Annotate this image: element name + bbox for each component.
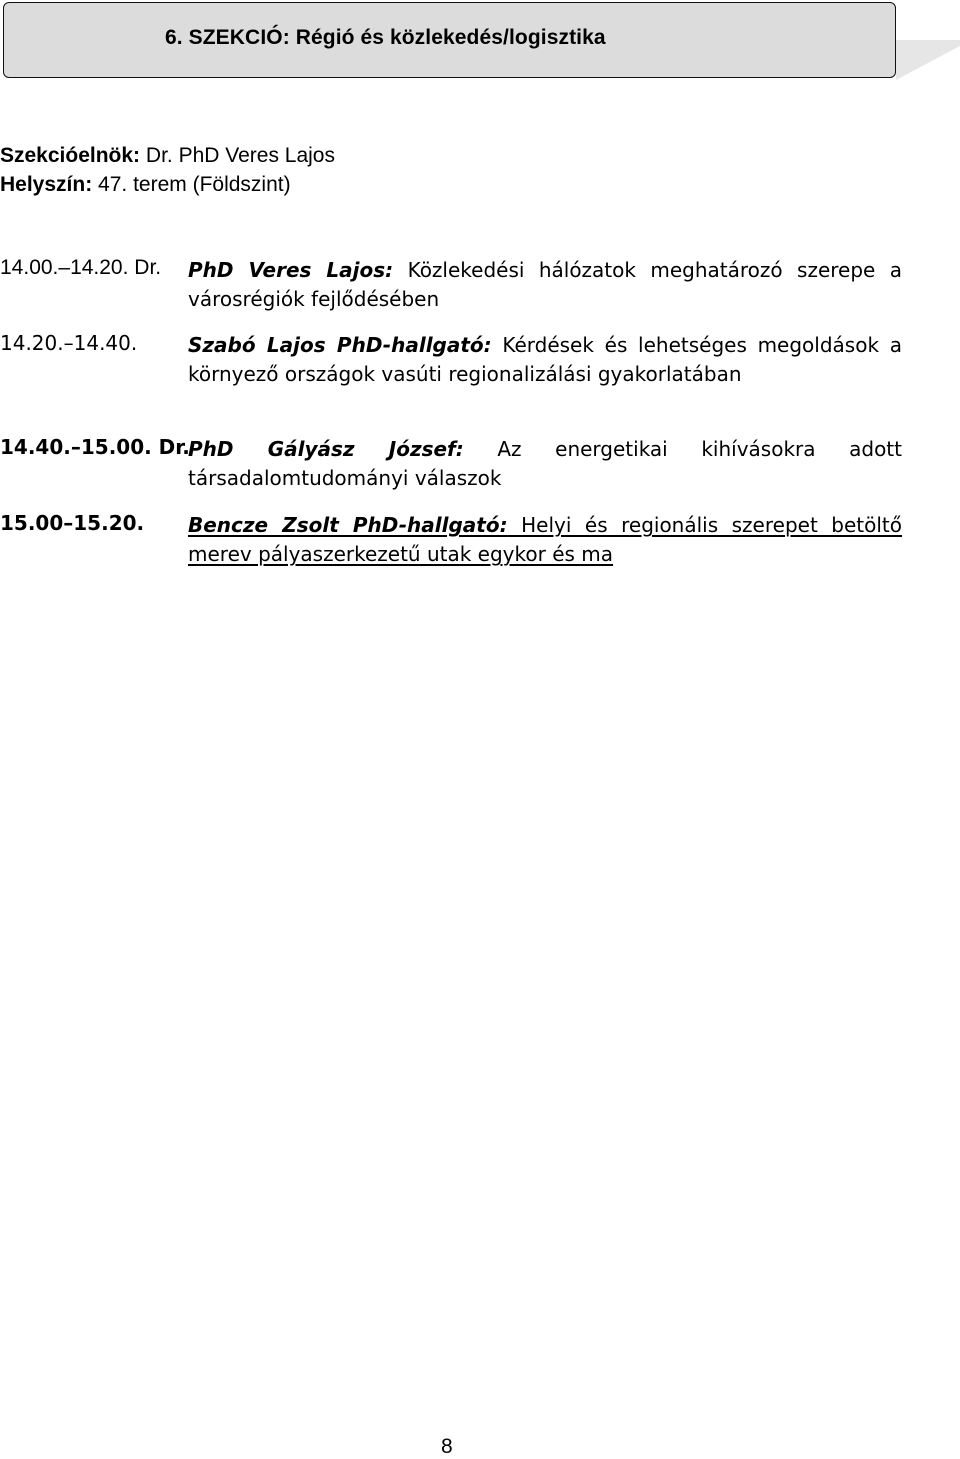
entry-body	[188, 256, 902, 314]
section-title: 6. SZEKCIÓ: Régió és közlekedés/logisztika	[165, 26, 606, 49]
entry-time: 14.40.–15.00. Dr.	[0, 435, 190, 459]
entry-title: Az energetikai kihívásokra adott társadalomtudományi válaszok	[188, 437, 902, 490]
page-number: 8	[441, 1435, 453, 1458]
venue-label: Helyszín:	[0, 173, 93, 196]
program-entry	[0, 256, 902, 314]
entry-time: 14.00.–14.20. Dr.	[0, 256, 162, 279]
chair-label: Szekcióelnök:	[0, 144, 141, 167]
entry-title: Kérdések és lehetséges megoldások a környező országok vasúti regionalizálási gyakorlatában	[188, 333, 902, 386]
chair-value: Dr. PhD Veres Lajos	[140, 144, 335, 167]
entry-speaker: PhD Gályász József:	[188, 437, 464, 461]
venue-value: 47. terem (Földszint)	[92, 173, 291, 196]
program-entry	[0, 435, 902, 493]
program-entry	[0, 331, 902, 389]
entry-body	[188, 511, 902, 569]
venue-line	[0, 173, 291, 197]
entry-speaker: PhD Veres Lajos:	[188, 258, 394, 282]
entry-time: 15.00–15.20.	[0, 511, 145, 535]
chair-line	[0, 144, 335, 168]
program-entry	[0, 511, 902, 569]
entry-speaker: Bencze Zsolt PhD-hallgató:	[188, 513, 508, 537]
entry-time: 14.20.–14.40.	[0, 331, 138, 355]
entry-title: Közlekedési hálózatok meghatározó szerepe a városrégiók fejlődésében	[188, 258, 902, 311]
entry-speaker: Szabó Lajos PhD-hallgató:	[188, 333, 492, 357]
entry-body	[188, 331, 902, 389]
section-header	[0, 0, 960, 82]
entry-title: Helyi és regionális szerepet betöltő merev pályaszerkezetű utak egykor és ma	[188, 513, 903, 566]
entry-body	[188, 435, 902, 493]
